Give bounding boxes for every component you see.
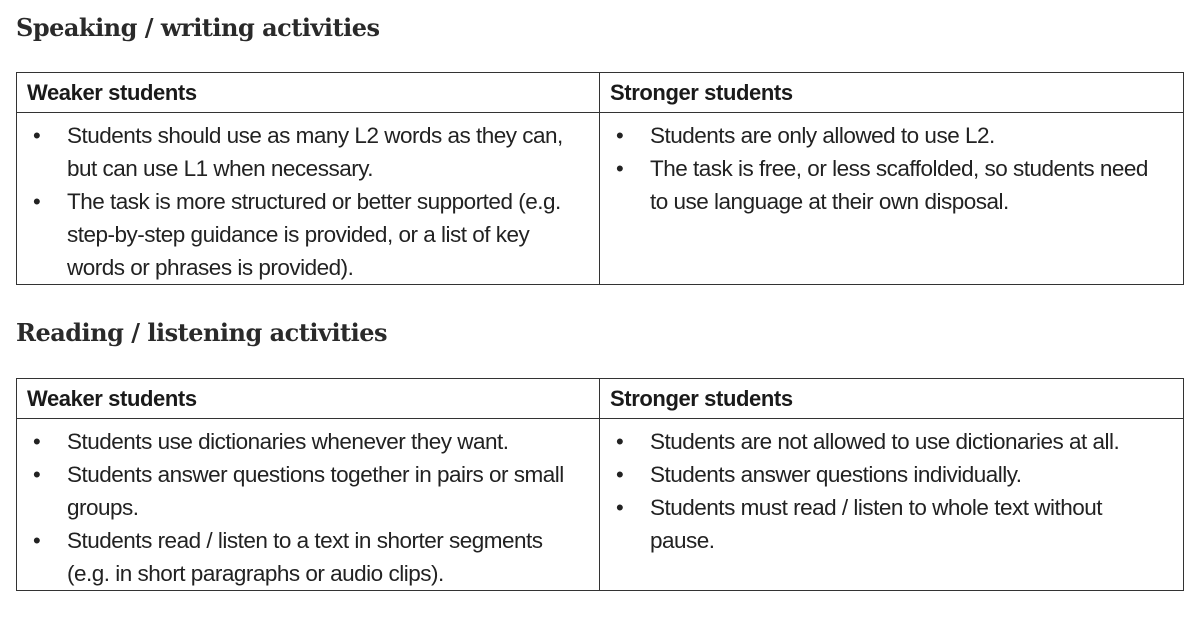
list-item (29, 119, 587, 185)
bullet-icon: • (33, 429, 41, 454)
list-item (612, 119, 1171, 152)
table-row (17, 419, 1184, 591)
list-item-text: Students answer questions together in pairs or small groups. (67, 462, 564, 520)
bullet-icon: • (616, 462, 624, 487)
list-item-text: Students must read / listen to whole text without pause. (650, 495, 1102, 553)
weaker-students-header: Weaker students (17, 73, 600, 113)
weaker-students-list (29, 425, 587, 590)
table-header-row (17, 73, 1184, 113)
stronger-students-list (612, 425, 1171, 557)
list-item (612, 425, 1171, 458)
section-title-reading-listening: Reading / listening activities (16, 318, 388, 347)
table-row (17, 113, 1184, 285)
section-title-speaking-writing: Speaking / writing activities (16, 13, 380, 42)
list-item (612, 458, 1171, 491)
list-item-text: Students use dictionaries whenever they want. (67, 429, 509, 454)
speaking-writing-table (16, 72, 1184, 285)
bullet-icon: • (33, 123, 41, 148)
bullet-icon: • (616, 156, 624, 181)
stronger-students-header: Stronger students (600, 379, 1184, 419)
stronger-students-cell (600, 419, 1184, 591)
list-item (29, 185, 587, 284)
table-header-row (17, 379, 1184, 419)
list-item-text: Students read / listen to a text in shorter segments (e.g. in short paragraphs or audio clips). (67, 528, 543, 586)
list-item-text: Students are only allowed to use L2. (650, 123, 995, 148)
bullet-icon: • (33, 528, 41, 553)
bullet-icon: • (616, 123, 624, 148)
stronger-students-list (612, 119, 1171, 218)
bullet-icon: • (33, 462, 41, 487)
list-item (29, 425, 587, 458)
list-item-text: Students should use as many L2 words as they can, but can use L1 when necessary. (67, 123, 563, 181)
weaker-students-header: Weaker students (17, 379, 600, 419)
list-item-text: Students are not allowed to use dictionaries at all. (650, 429, 1120, 454)
bullet-icon: • (33, 189, 41, 214)
reading-listening-table (16, 378, 1184, 591)
list-item-text: The task is more structured or better supported (e.g. step-by-step guidance is provided, or a list of key words or phrases is provided). (67, 189, 561, 280)
weaker-students-cell (17, 419, 600, 591)
stronger-students-header: Stronger students (600, 73, 1184, 113)
list-item (29, 524, 587, 590)
stronger-students-cell (600, 113, 1184, 285)
bullet-icon: • (616, 429, 624, 454)
list-item-text: Students answer questions individually. (650, 462, 1022, 487)
list-item (612, 491, 1171, 557)
weaker-students-cell (17, 113, 600, 285)
list-item (29, 458, 587, 524)
bullet-icon: • (616, 495, 624, 520)
list-item-text: The task is free, or less scaffolded, so students need to use language at their own disposal. (650, 156, 1148, 214)
weaker-students-list (29, 119, 587, 284)
list-item (612, 152, 1171, 218)
